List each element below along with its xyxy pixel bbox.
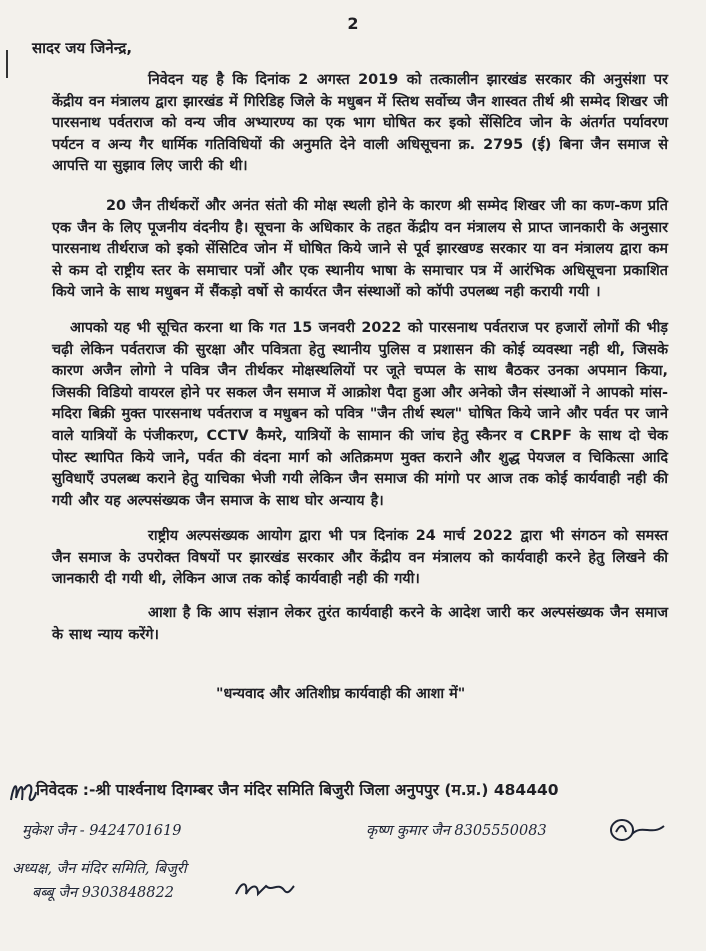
paragraph-3: आपको यह भी सूचित करना था कि गत 15 जनवरी 2022 को पारसनाथ पर्वतराज पर हजारों लोगों की भीड़ चढ़ी लेकिन पर्वतराज की सुरक्षा और पवित्रता हेतु स्थानीय पुलिस व प्रशासन की कोई व्यवस्था नही थी, जिसके कारण अजैन लोगो ने पवित्र जैन तीर्थकर मोक्षस्थलियों पर जूते चप्पल के साथ बैठकर उनका अपमान किया, जिसकी विडियो वायरल होने पर सकल जैन समाज में आक्रोश पैदा हुआ और अनेको जैन संस्थाओं ने आपको मांस-मदिरा बिक्री मुक्त पारसनाथ पर्वतराज व मधुबन को पवित्र "जैन तीर्थ स्थल" घोषित किये जाने और पर्वत पर जाने वाले यात्रियों के पंजीकरण, CCTV कैमरे, यात्रियों के सामान की जांच हेतु स्कैनर व CRPF के साथ दो चेक पोस्ट स्थापित किये जाने, पर्वत की वंदना मार्ग को अतिक्रमण मुक्त कराने और शुद्ध पेयजल व चिकित्सा आदि सुविधाएँ उपलब्ध कराने हेतु याचिका भेजी गयी लेकिन जैन समाज की मांगो पर आज तक कोई कार्यवाही नही की गयी और यह अल्पसंख्यक जैन समाज के साथ घोर अन्याय है। [52, 319, 668, 509]
signature-scribble-right [608, 816, 668, 844]
signature-block [0, 778, 706, 948]
applicant-line: निवेदक :-श्री पार्श्वनाथ दिगम्बर जैन मंदिर समिति बिजुरी जिला अनुपपुर (म.प्र.) 484440 [36, 781, 559, 799]
paragraph-1: निवेदन यह है कि दिनांक 2 अगस्त 2019 को तत्कालीन झारखंड सरकार की अनुसंशा पर केंद्रीय वन मंत्रालय द्वारा झारखंड में गिरिडिह जिले के मधुबन में स्तिथ सर्वोच्य जैन शास्वत तीर्थ श्री सम्मेद शिखर जी पारसनाथ पर्वतराज को वन्य जीव अभ्यारण्य का एक भाग घोषित कर इको सेंसिटिव जोन के अंतर्गत पर्यावरण पर्यटन व अन्य गैर धार्मिक गतिविधियों की अनुमति देने वाली अधिसूचना क्र. 2795 (ई) बिना जैन समाज से आपत्ति या सुझाव लिए जारी की थी। [52, 72, 668, 175]
paragraph-5: आशा है कि आप संज्ञान लेकर तुरंत कार्यवाही करने के आदेश जारी कर अल्पसंख्यक जैन समाज के साथ न्याय करेंगे। [52, 605, 668, 643]
paragraph-2: 20 जैन तीर्थकरों और अनंत संतो की मोक्ष स्थली होने के कारण श्री सम्मेद शिखर जी का कण-कण प्रति एक जैन के लिए पूजनीय वंदनीय है। सूचना के अधिकार के तहत केंद्रीय वन मंत्रालय से प्राप्त जानकारी के अनुसार पारसनाथ तीर्थराज को इको सेंसिटिव जोन में घोषित किये जाने से पूर्व झारखण्ड सरकार या वन मंत्रालय द्वारा कम से कम दो राष्ट्रीय स्तर के समाचार पत्रों और एक स्थानीय भाषा के समाचार पत्र में आरंभिक अधिसूचना प्रकाशित किये जाने के साथ मधुबन में सैंकड़ो वर्षो से कार्यरत जैन संस्थाओं को कॉपी उपलब्ध नही करायी गयी । [52, 197, 668, 301]
page-number: 2 [347, 14, 359, 33]
paragraph-4: राष्ट्रीय अल्पसंख्यक आयोग द्वारा भी पत्र दिनांक 24 मार्च 2022 द्वारा भी संगठन को समस्त जैन समाज के उपरोक्त विषयों पर झारखंड सरकार और केंद्रीय वन मंत्रालय को कार्यवाही करने हेतु लिखने की जानकारी दी गयी थी, लेकिन आज तक कोई कार्यवाही नही की गयी। [52, 528, 668, 588]
handwritten-contact-3: बब्बू जैन 9303848822 [32, 885, 174, 901]
letter-body [52, 70, 668, 646]
salutation: सादर जय जिनेन्द्र, [32, 39, 133, 57]
margin-mark [6, 50, 8, 78]
handwritten-contact-2: कृष्ण कुमार जैन 8305550083 [366, 823, 547, 839]
signature-scribble-left [8, 778, 38, 806]
handwritten-designation: अध्यक्ष, जैन मंदिर समिति, बिजुरी [12, 861, 187, 877]
handwritten-contact-1: मुकेश जैन - 9424701619 [22, 823, 182, 839]
closing-line: "धन्यवाद और अतिशीघ्र कार्यवाही की आशा में" [216, 686, 466, 702]
signature-scribble-bottom [232, 876, 296, 902]
